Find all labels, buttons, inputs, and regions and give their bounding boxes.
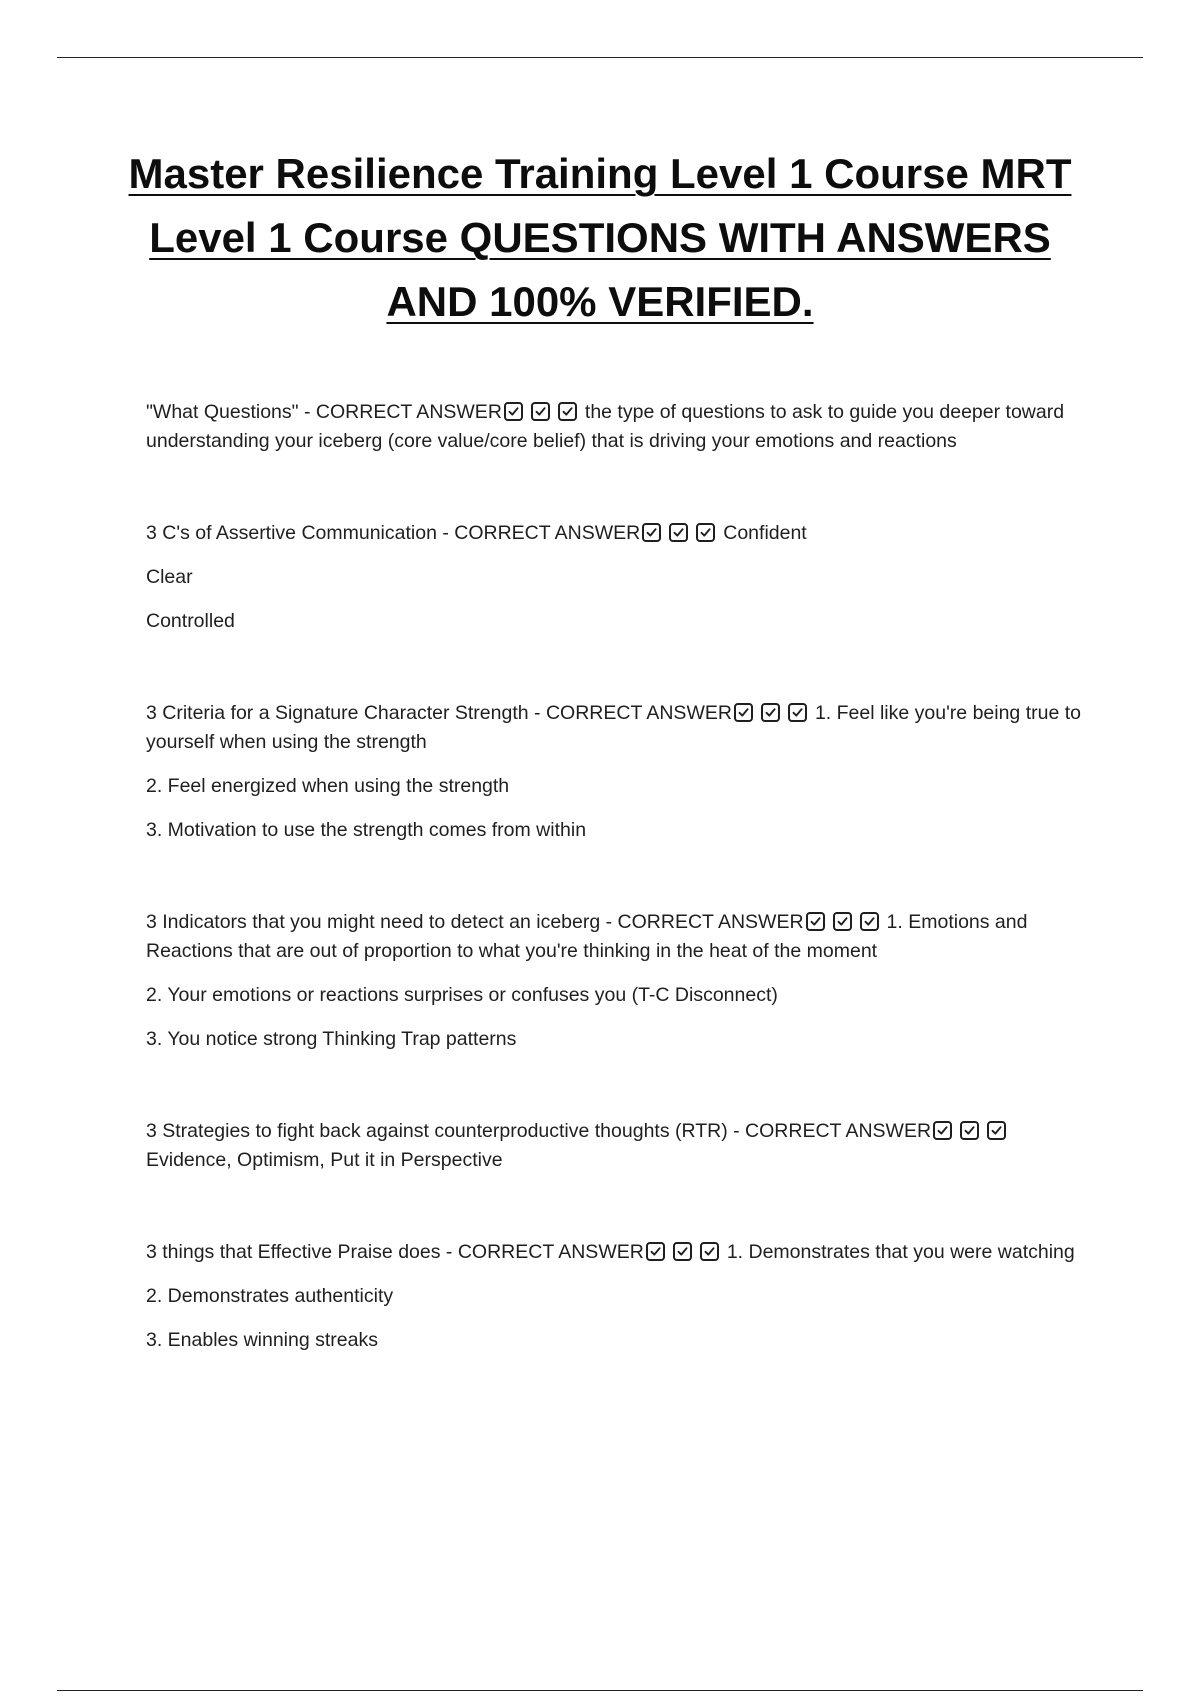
qa-entry [146,519,1096,636]
entry-spacer [146,1069,1096,1117]
answer-text: 1. Emotions and Reactions that are out of proportion to what you're thinking in the heat of the moment [146,911,1028,962]
checkbox-checked-icon [960,1121,979,1140]
question-text: 3 things that Effective Praise does [146,1241,441,1263]
check-marks [734,702,815,724]
qa-entry [146,699,1096,845]
document-title [60,142,1140,334]
checkbox-checked-icon [558,402,577,421]
entry-spacer [146,651,1096,699]
check-marks [646,1241,727,1263]
answer-line: 2. Demonstrates authenticity [146,1285,394,1307]
entry-spacer [146,471,1096,519]
checkbox-checked-icon [504,402,523,421]
checkbox-checked-icon [531,402,550,421]
title-line-1: Master Resilience Training Level 1 Course MRT [128,150,1072,197]
entry-spacer [146,860,1096,908]
qa-question-line [146,1117,1096,1175]
checkbox-checked-icon [696,523,715,542]
check-marks [806,911,887,933]
checkbox-checked-icon [673,1242,692,1261]
qa-list [146,398,1096,1370]
checkbox-checked-icon [860,912,879,931]
question-text: 3 Criteria for a Signature Character Strength [146,702,529,724]
qa-entry [146,1117,1096,1175]
answer-marker: - CORRECT ANSWER [528,702,732,724]
checkbox-checked-icon [734,703,753,722]
answer-marker: - CORRECT ANSWER [298,401,502,423]
answer-text: 1. Feel like you're being true to yourself when using the strength [146,702,1081,753]
question-text: 3 C's of Assertive Communication [146,522,437,544]
answer-line: 3. You notice strong Thinking Trap patterns [146,1028,517,1050]
check-marks [504,401,585,423]
question-text: 3 Strategies to fight back against counterproductive thoughts (RTR) [146,1120,728,1142]
qa-entry [146,908,1096,1054]
answer-line: 3. Enables winning streaks [146,1329,378,1351]
check-marks [642,522,723,544]
checkbox-checked-icon [833,912,852,931]
check-marks [933,1120,1014,1142]
qa-entry [146,398,1096,456]
qa-question-line [146,398,1096,456]
qa-entry [146,1238,1096,1355]
answer-line: Clear [146,566,193,588]
question-text: "What Questions" [146,401,299,423]
answer-marker: - CORRECT ANSWER [600,911,804,933]
question-text: 3 Indicators that you might need to detect an iceberg [146,911,601,933]
checkbox-checked-icon [806,912,825,931]
qa-question-line [146,908,1096,966]
title-line-2: Level 1 Course QUESTIONS WITH ANSWERS [149,214,1051,261]
checkbox-checked-icon [646,1242,665,1261]
qa-question-line [146,519,1096,548]
answer-line: Controlled [146,610,235,632]
answer-marker: - CORRECT ANSWER [440,1241,644,1263]
answer-marker: - CORRECT ANSWER [436,522,641,544]
checkbox-checked-icon [761,703,780,722]
answer-text: 1. Demonstrates that you were watching [726,1241,1075,1263]
top-rule [57,57,1143,58]
checkbox-checked-icon [700,1242,719,1261]
qa-question-line [146,699,1096,757]
qa-question-line [146,1238,1096,1267]
title-line-3: AND 100% VERIFIED. [386,278,814,325]
checkbox-checked-icon [642,523,661,542]
checkbox-checked-icon [669,523,688,542]
checkbox-checked-icon [987,1121,1006,1140]
checkbox-checked-icon [933,1121,952,1140]
answer-line: 2. Feel energized when using the strength [146,775,510,797]
checkbox-checked-icon [788,703,807,722]
answer-line: 3. Motivation to use the strength comes from within [146,819,587,841]
answer-text: the type of questions to ask to guide you deeper toward understanding your iceberg (core value/core belief) that is driving your emotions and reactions [146,401,1065,452]
bottom-rule [57,1690,1143,1691]
answer-text: Evidence, Optimism, Put it in Perspective [146,1149,503,1171]
answer-text: Confident [723,522,807,544]
answer-marker: - CORRECT ANSWER [727,1120,932,1142]
answer-line: 2. Your emotions or reactions surprises or confuses you (T-C Disconnect) [146,984,778,1006]
entry-spacer [146,1190,1096,1238]
